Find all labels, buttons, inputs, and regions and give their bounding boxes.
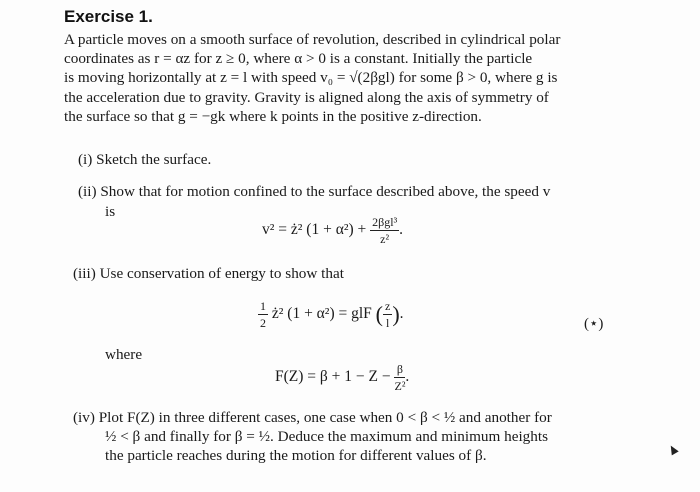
energy-equation: $\frac{1}{2}$ ż² (1 + α²) = glF ( $\frac{z}{l}$ ).: [260, 299, 404, 330]
intro-line: A particle moves on a smooth surface of revolution, described in cylindrical polar: [64, 31, 561, 48]
intro-line: the surface so that g = −gk where k points in the positive z-direction.: [64, 107, 482, 125]
intro-line: coordinates as r = αz for z ≥ 0, where α > 0 is a constant. Initially the particle: [64, 50, 533, 68]
problem-statement: [64, 30, 624, 126]
intro-line: the acceleration due to gravity. Gravity is aligned along the axis of symmetry of: [64, 88, 549, 106]
half-fraction: [258, 300, 268, 329]
part-ii-line2: is: [105, 203, 116, 220]
fraction-denominator: z²: [380, 232, 390, 246]
fraction-numerator: z: [384, 299, 391, 313]
fraction-denominator: l: [385, 316, 390, 330]
speed-equation-lhs: v² = ż² (1 + α²) +: [262, 221, 367, 239]
F-definition: F(Z) = β + 1 − Z − $\frac{\beta}{\text{Z²}}$ .: [275, 362, 410, 393]
fraction-numerator: 2βgl³: [372, 215, 398, 229]
fraction-denominator: 2: [260, 316, 266, 330]
F-fraction: [394, 363, 405, 392]
speed-equation: v² = ż² (1 + α²) + $\frac{\text{2βgl³}}{\text{z²}}$ .: [262, 215, 404, 246]
part-iv-line3: the particle reaches during the motion for different values of β.: [105, 447, 487, 464]
part-i: (i) Sketch the surface.: [78, 151, 212, 168]
where-label: where: [105, 346, 143, 363]
F-definition-lhs: F(Z) = β + 1 − Z −: [275, 368, 391, 386]
fraction-denominator: Z²: [394, 379, 406, 393]
speed-equation-fraction: [370, 216, 399, 245]
mouse-cursor-icon: [667, 444, 678, 456]
part-iii: (iii) Use conservation of energy to show that: [73, 265, 344, 282]
fraction-numerator: 1: [260, 299, 266, 313]
fraction-numerator: β: [394, 363, 405, 378]
exercise-title: Exercise 1.: [64, 7, 153, 26]
energy-equation-body: ż² (1 + α²) = glF: [271, 305, 372, 323]
part-ii-line1: (ii) Show that for motion confined to the surface described above, the speed v: [78, 183, 551, 200]
intro-line: is moving horizontally at z = l with speed v₀ = √(2βgl) for some β > 0, where g is: [64, 69, 558, 87]
argument-fraction: [383, 300, 392, 329]
equation-marker: (⋆): [584, 316, 604, 332]
part-iv-line1: (iv) Plot F(Z) in three different cases, one case when 0 < β < ½ and another for: [73, 409, 552, 426]
part-iv-line2: ½ < β and finally for β = ½. Deduce the maximum and minimum heights: [105, 428, 548, 445]
